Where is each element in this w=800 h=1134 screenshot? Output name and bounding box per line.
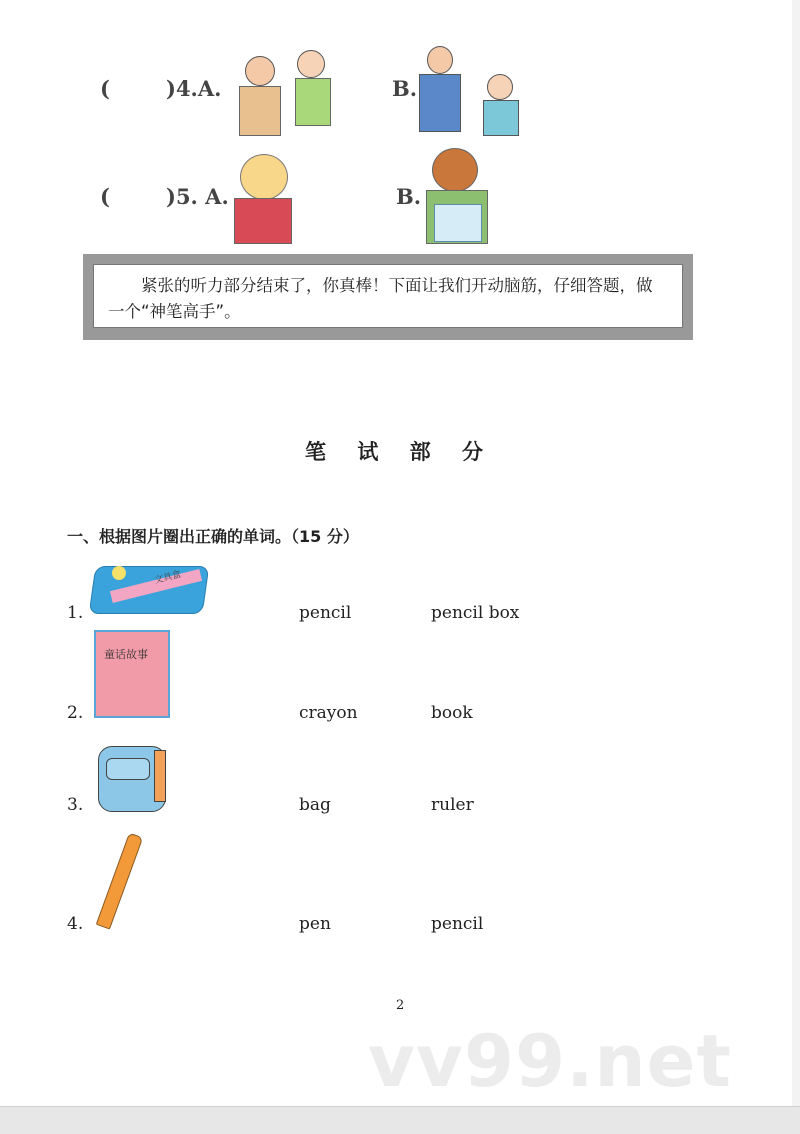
answer-paren-close-5: ) <box>166 184 176 209</box>
notice-text: 紧张的听力部分结束了，你真棒！下面让我们开动脑筋，仔细答题，做一个“神笔高手”。 <box>108 276 653 321</box>
option-b-5: B. <box>396 184 422 209</box>
item-1-number: 1. <box>67 603 84 623</box>
answer-paren-open-5: ( <box>100 184 110 209</box>
page-number: 2 <box>396 998 405 1013</box>
image-5b-boy-with-book <box>424 146 490 242</box>
item-3-option-2[interactable]: ruler <box>431 795 474 815</box>
image-bag <box>92 736 172 812</box>
notice-box <box>83 254 693 340</box>
image-pencil-box <box>90 560 210 618</box>
answer-paren-open-4: ( <box>100 76 110 101</box>
image-book <box>94 630 172 720</box>
image-4a-greeting-kids <box>237 48 337 134</box>
question-4-label: 4.A. <box>175 76 222 101</box>
image-5a-boy-with-bag <box>232 152 298 242</box>
item-4-option-2[interactable]: pencil <box>431 914 484 934</box>
section-title: 笔 试 部 分 <box>305 440 495 464</box>
pencil-box-label: 文具盒 <box>153 569 183 587</box>
question-5 <box>166 184 229 209</box>
question-5-label: 5. A. <box>175 184 229 209</box>
question-4 <box>166 76 221 101</box>
page-edge <box>792 0 800 1106</box>
item-3-number: 3. <box>67 795 84 815</box>
item-2-option-1[interactable]: crayon <box>299 703 358 723</box>
item-2-number: 2. <box>67 703 84 723</box>
watermark: vv99.net <box>368 1019 732 1103</box>
image-pen <box>92 830 142 930</box>
item-4-option-1[interactable]: pen <box>299 914 331 934</box>
section-1-heading: 一、根据图片圈出正确的单词。（15 分） <box>67 527 359 546</box>
bottom-bar <box>0 1106 800 1134</box>
item-3-option-1[interactable]: bag <box>299 795 331 815</box>
answer-paren-close-4: ) <box>166 76 176 101</box>
option-b-4: B. <box>392 76 418 101</box>
item-2-option-2[interactable]: book <box>431 703 473 723</box>
item-1-option-1[interactable]: pencil <box>299 603 352 623</box>
item-4-number: 4. <box>67 914 84 934</box>
item-1-option-2[interactable]: pencil box <box>431 603 520 623</box>
image-4b-greeting-adults <box>415 44 525 134</box>
book-title: 童话故事 <box>104 648 148 661</box>
